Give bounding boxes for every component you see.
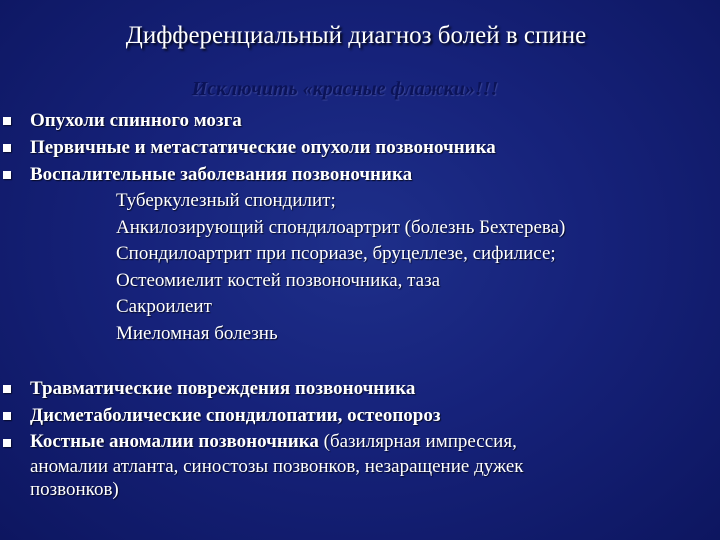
square-bullet-icon	[3, 439, 11, 447]
square-bullet-icon	[3, 144, 11, 152]
list-item-text: Опухоли спинного мозга	[30, 110, 242, 131]
list-item	[0, 402, 720, 429]
spacer	[0, 347, 720, 375]
list-item-text	[30, 431, 670, 501]
list-item-normal-text: (базилярная импрессия,	[318, 431, 517, 452]
square-bullet-icon	[3, 412, 11, 420]
list-item-text: Травматические повреждения позвоночника	[30, 378, 416, 399]
list-item-continuation: позвонков)	[30, 479, 119, 500]
list-item	[0, 429, 670, 501]
list-item	[0, 134, 720, 161]
list-item-bold-text: Костные аномалии позвоночника	[30, 431, 319, 452]
sub-list-item: Остеомиелит костей позвоночника, таза	[116, 269, 441, 291]
square-bullet-icon	[3, 171, 11, 179]
slide-title: Дифференциальный диагноз болей в спине	[125, 22, 587, 49]
sub-list-item: Сакроилеит	[116, 296, 212, 317]
square-bullet-icon	[3, 385, 11, 393]
sub-list-item: Спондилоартрит при псориазе, бруцеллезе, сифилисе;	[116, 243, 556, 264]
list-item	[0, 107, 720, 134]
sub-list-item: Анкилозирующий спондилоартрит (болезнь Бехтерева)	[116, 216, 566, 238]
sub-list-item: Миеломная болезнь	[116, 322, 278, 344]
bullet-list	[0, 107, 720, 501]
list-item	[0, 161, 720, 188]
list-item	[0, 375, 720, 402]
sub-list-item: Туберкулезный спондилит;	[116, 190, 336, 211]
square-bullet-icon	[3, 117, 11, 125]
list-item-text: Первичные и метастатические опухоли позвоночника	[30, 137, 496, 158]
slide-subtitle: Исключить «красные флажки»!!!	[191, 78, 499, 100]
list-item-text: Дисметаболические спондилопатии, остеопороз	[30, 405, 441, 426]
list-item-continuation: аномалии атланта, синостозы позвонков, незаращение дужек	[30, 456, 524, 477]
list-item-text: Воспалительные заболевания позвоночника	[30, 164, 413, 185]
